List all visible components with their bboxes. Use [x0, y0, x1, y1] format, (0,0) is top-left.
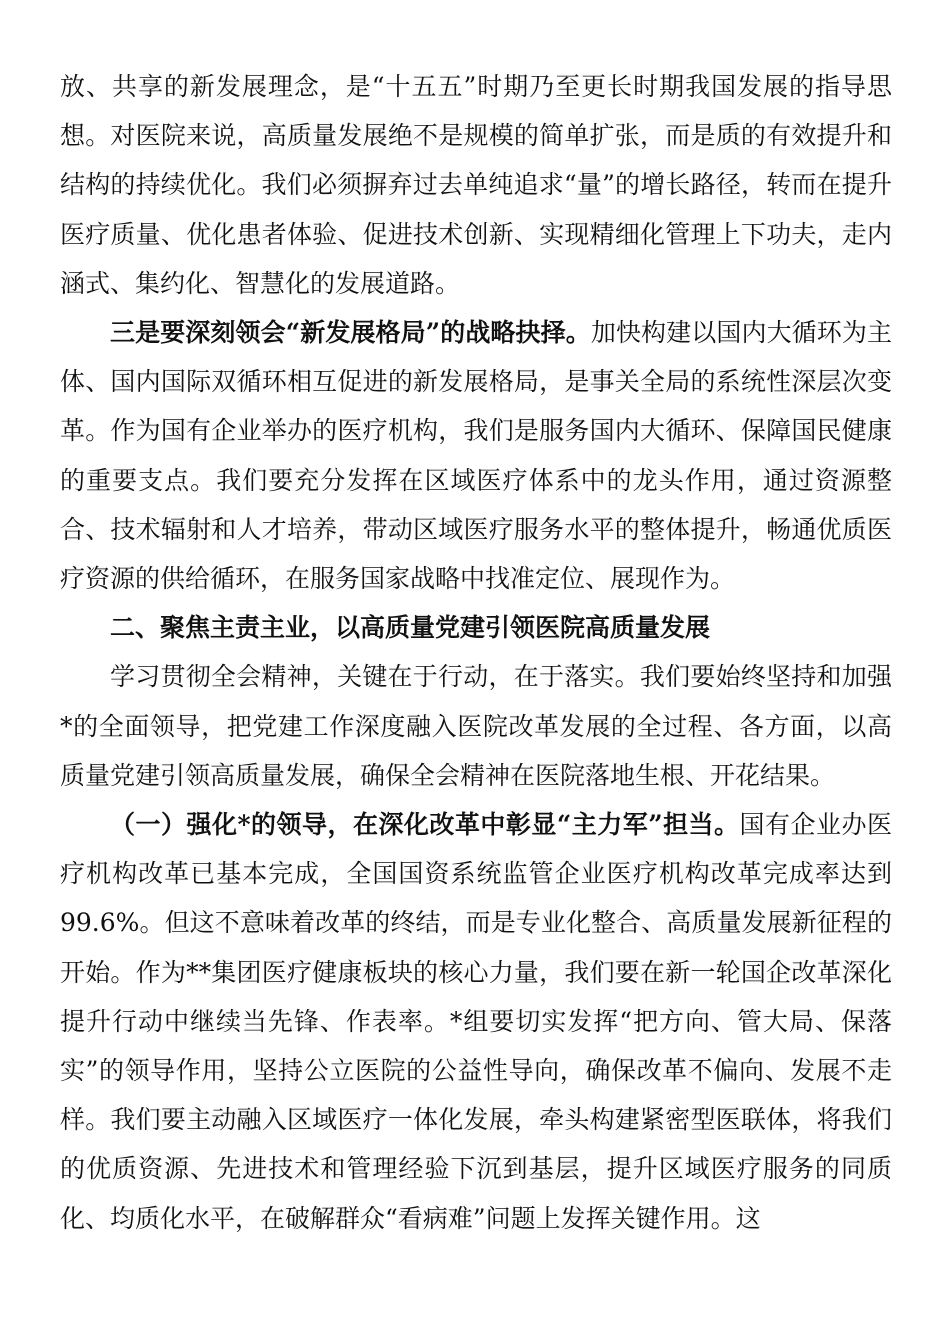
paragraph-development-philosophy: 放、共享的新发展理念，是“十五五”时期乃至更长时期我国发展的指导思想。对医院来说，高质量发展绝不是规模的简单扩张，而是质的有效提升和结构的持续优化。我们必须摒弃过去单纯追求“量”的增长路径，转而在提升医疗质量、优化患者体验、促进技术创新、实现精细化管理上下功夫，走内涵式、集约化、智慧化的发展道路。	[60, 72, 892, 298]
paragraph-body-strengthen: 国有企业办医疗机构改革已基本完成，全国国资系统监管企业医疗机构改革完成率达到99.6%。但这不意味着改革的终结，而是专业化整合、高质量发展新征程的开始。作为**集团医疗健康板块的核心力量，我们要在新一轮国企改革深化提升行动中继续当先锋、作表率。*组要切实发挥“把方向、管大局、保落实”的领导作用，坚持公立医院的公益性导向，确保改革不偏向、发展不走样。我们要主动融入区域医疗一体化发展，牵头构建紧密型医联体，将我们的优质资源、先进技术和管理经验下沉到基层，提升区域医疗服务的同质化、均质化水平，在破解群众“看病难”问题上发挥关键作用。这	[60, 810, 892, 1233]
paragraph-study-implement: 学习贯彻全会精神，关键在于行动，在于落实。我们要始终坚持和加强*的全面领导，把党建工作深度融入医院改革发展的全过程、各方面，以高质量党建引领高质量发展，确保全会精神在医院落地生根、开花结果。	[60, 662, 892, 790]
paragraph-body-new-pattern: 加快构建以国内大循环为主体、国内国际双循环相互促进的新发展格局，是事关全局的系统性深层次变革。作为国有企业举办的医疗机构，我们是服务国内大循环、保障国民健康的重要支点。我们要充分发挥在区域医疗体系中的龙头作用，通过资源整合、技术辐射和人才培养，带动区域医疗服务水平的整体提升，畅通优质医疗资源的供给循环，在服务国家战略中找准定位、展现作为。	[60, 318, 892, 594]
paragraph-strengthen-leadership	[60, 800, 892, 1243]
document-page	[60, 62, 892, 1243]
section-heading-two: 二、聚焦主责主业，以高质量党建引领医院高质量发展	[110, 613, 711, 643]
paragraph-lead-new-pattern: 三是要深刻领会“新发展格局”的战略抉择。	[110, 318, 591, 348]
paragraph-lead-strengthen: （一）强化*的领导，在深化改革中彰显“主力军”担当。	[110, 810, 740, 840]
paragraph-new-development-pattern	[60, 308, 892, 603]
